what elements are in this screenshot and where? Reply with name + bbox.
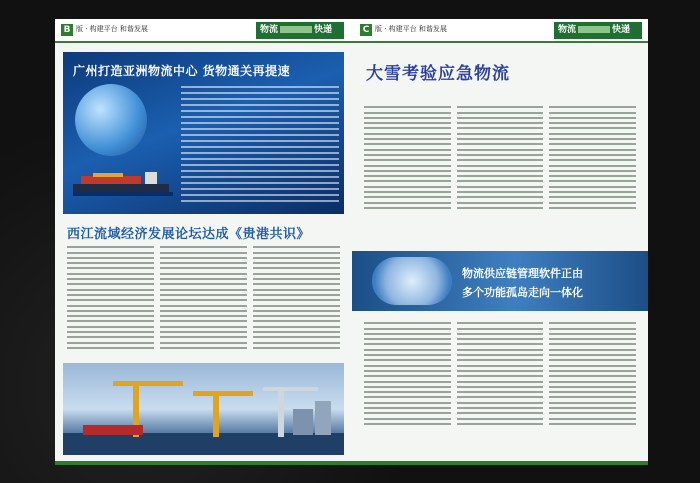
- left-page: [55, 19, 352, 465]
- left-article-columns: [67, 243, 340, 359]
- banner-body-text: [181, 82, 339, 204]
- left-logo-left-text: 物流: [260, 25, 279, 35]
- right-article-columns-bottom: [364, 319, 636, 457]
- article-column: [457, 319, 544, 457]
- right-logo-right-text: 快递: [612, 25, 631, 35]
- business-people-image: [372, 257, 452, 305]
- right-logo-left-text: 物流: [558, 25, 577, 35]
- left-header: [55, 19, 352, 43]
- article-column: [67, 243, 154, 359]
- article-column: [160, 243, 247, 359]
- left-section-name: 版 · 构建平台 和谐发展: [76, 25, 148, 33]
- cargo-ship-image: [73, 170, 173, 196]
- sub-headline-line-1: 物流供应链管理软件正由: [462, 267, 583, 280]
- article-column: [364, 319, 451, 457]
- software-banner: [352, 251, 648, 311]
- right-article-columns-top: [364, 103, 636, 247]
- article-column: [549, 103, 636, 247]
- sub-headline-line-2: 多个功能孤岛走向一体化: [462, 286, 583, 299]
- left-footer-bar: [55, 461, 352, 465]
- port-illustration: [63, 363, 344, 455]
- left-banner: [63, 52, 344, 214]
- article-column: [457, 103, 544, 247]
- right-header: [352, 19, 648, 43]
- globe-image: [75, 84, 147, 156]
- right-page: [352, 19, 648, 465]
- left-section-letter: B: [61, 24, 73, 36]
- right-main-title: 大雪考验应急物流: [366, 64, 510, 84]
- article-column: [549, 319, 636, 457]
- right-section-letter: C: [360, 24, 372, 36]
- article-column: [364, 103, 451, 247]
- port-cranes-image: [63, 363, 344, 455]
- left-section-title: 西江流域经济发展论坛达成《贵港共识》: [67, 227, 311, 242]
- right-section-name: 版 · 构建平台 和谐发展: [375, 25, 447, 33]
- left-logo-right-text: 快递: [314, 25, 333, 35]
- article-column: [253, 243, 340, 359]
- banner-title: 广州打造亚洲物流中心 货物通关再提速: [73, 64, 291, 78]
- right-logo: [554, 22, 642, 39]
- right-footer-bar: [352, 461, 648, 465]
- left-logo: [256, 22, 344, 39]
